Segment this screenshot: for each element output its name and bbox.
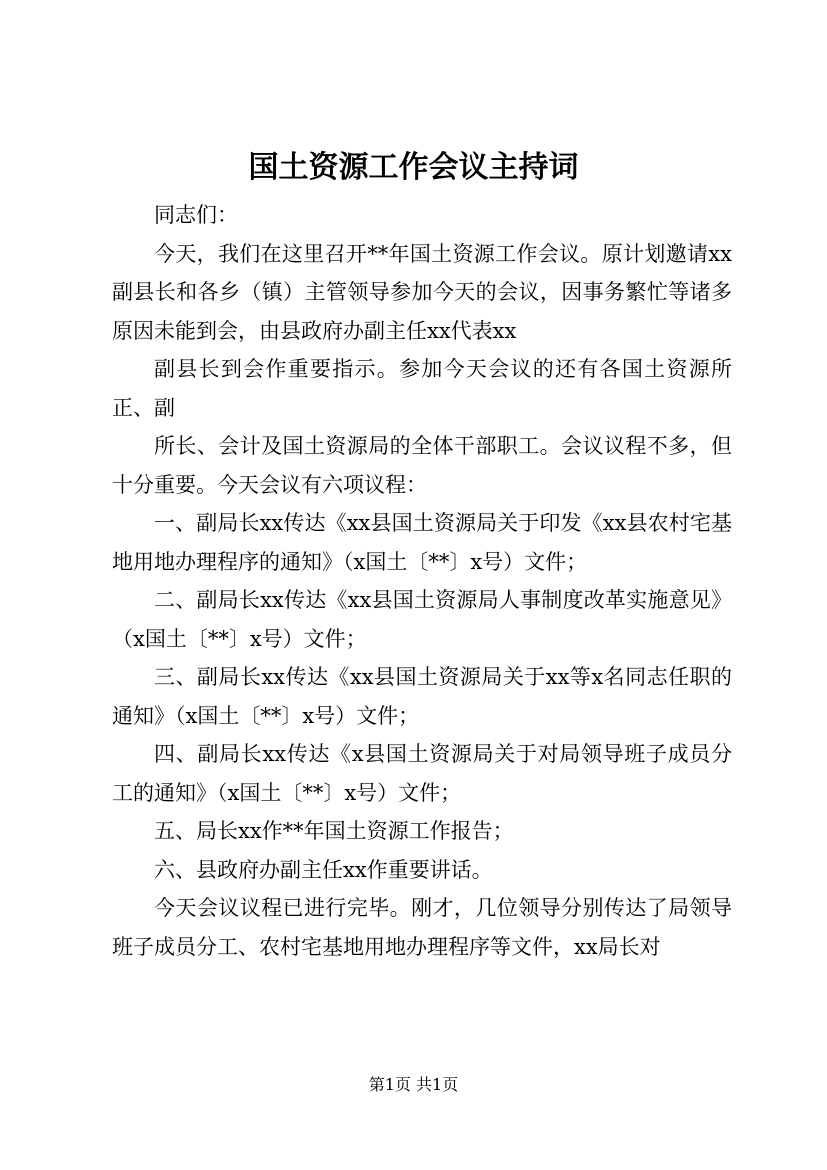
paragraph: 六、县政府办副主任xx作重要讲话。 bbox=[154, 857, 493, 882]
paragraph: 二、副局长xx传达《xx县国土资源局人事制度改革实施意见》（x国土〔**〕x号）文件； bbox=[112, 588, 732, 651]
paragraph: 今天，我们在这里召开**年国土资源工作会议。原计划邀请xx副县长和各乡（镇）主管领导参加今天的会议，因事务繁忙等诸多原因未能到会，由县政府办副主任xx代表xx bbox=[112, 241, 732, 343]
paragraph: 副县长到会作重要指示。参加今天会议的还有各国土资源所正、副 bbox=[112, 357, 732, 420]
paragraph: 一、副局长xx传达《xx县国土资源局关于印发《xx县农村宅基地用地办理程序的通知》（x国土〔**〕x号）文件； bbox=[112, 511, 732, 574]
page-number-footer: 第1页 共1页 bbox=[368, 1075, 459, 1094]
paragraph: 五、局长xx作**年国土资源工作报告； bbox=[154, 819, 514, 843]
paragraph: 同志们： bbox=[154, 203, 238, 227]
paragraph: 四、副局长xx传达《x县国土资源局关于对局领导班子成员分工的通知》（x国土〔**〕x号）文件； bbox=[112, 742, 732, 805]
document-body bbox=[112, 196, 732, 966]
paragraph: 今天会议议程已进行完毕。刚才，几位领导分别传达了局领导班子成员分工、农村宅基地用地办理程序等文件，xx局长对 bbox=[112, 896, 732, 959]
paragraph: 所长、会计及国土资源局的全体干部职工。会议议程不多，但十分重要。今天会议有六项议程： bbox=[112, 434, 732, 497]
document-title: 国土资源工作会议主持词 bbox=[248, 150, 579, 185]
paragraph: 三、副局长xx传达《xx县国土资源局关于xx等x名同志任职的通知》（x国土〔**〕x号）文件； bbox=[112, 665, 732, 728]
